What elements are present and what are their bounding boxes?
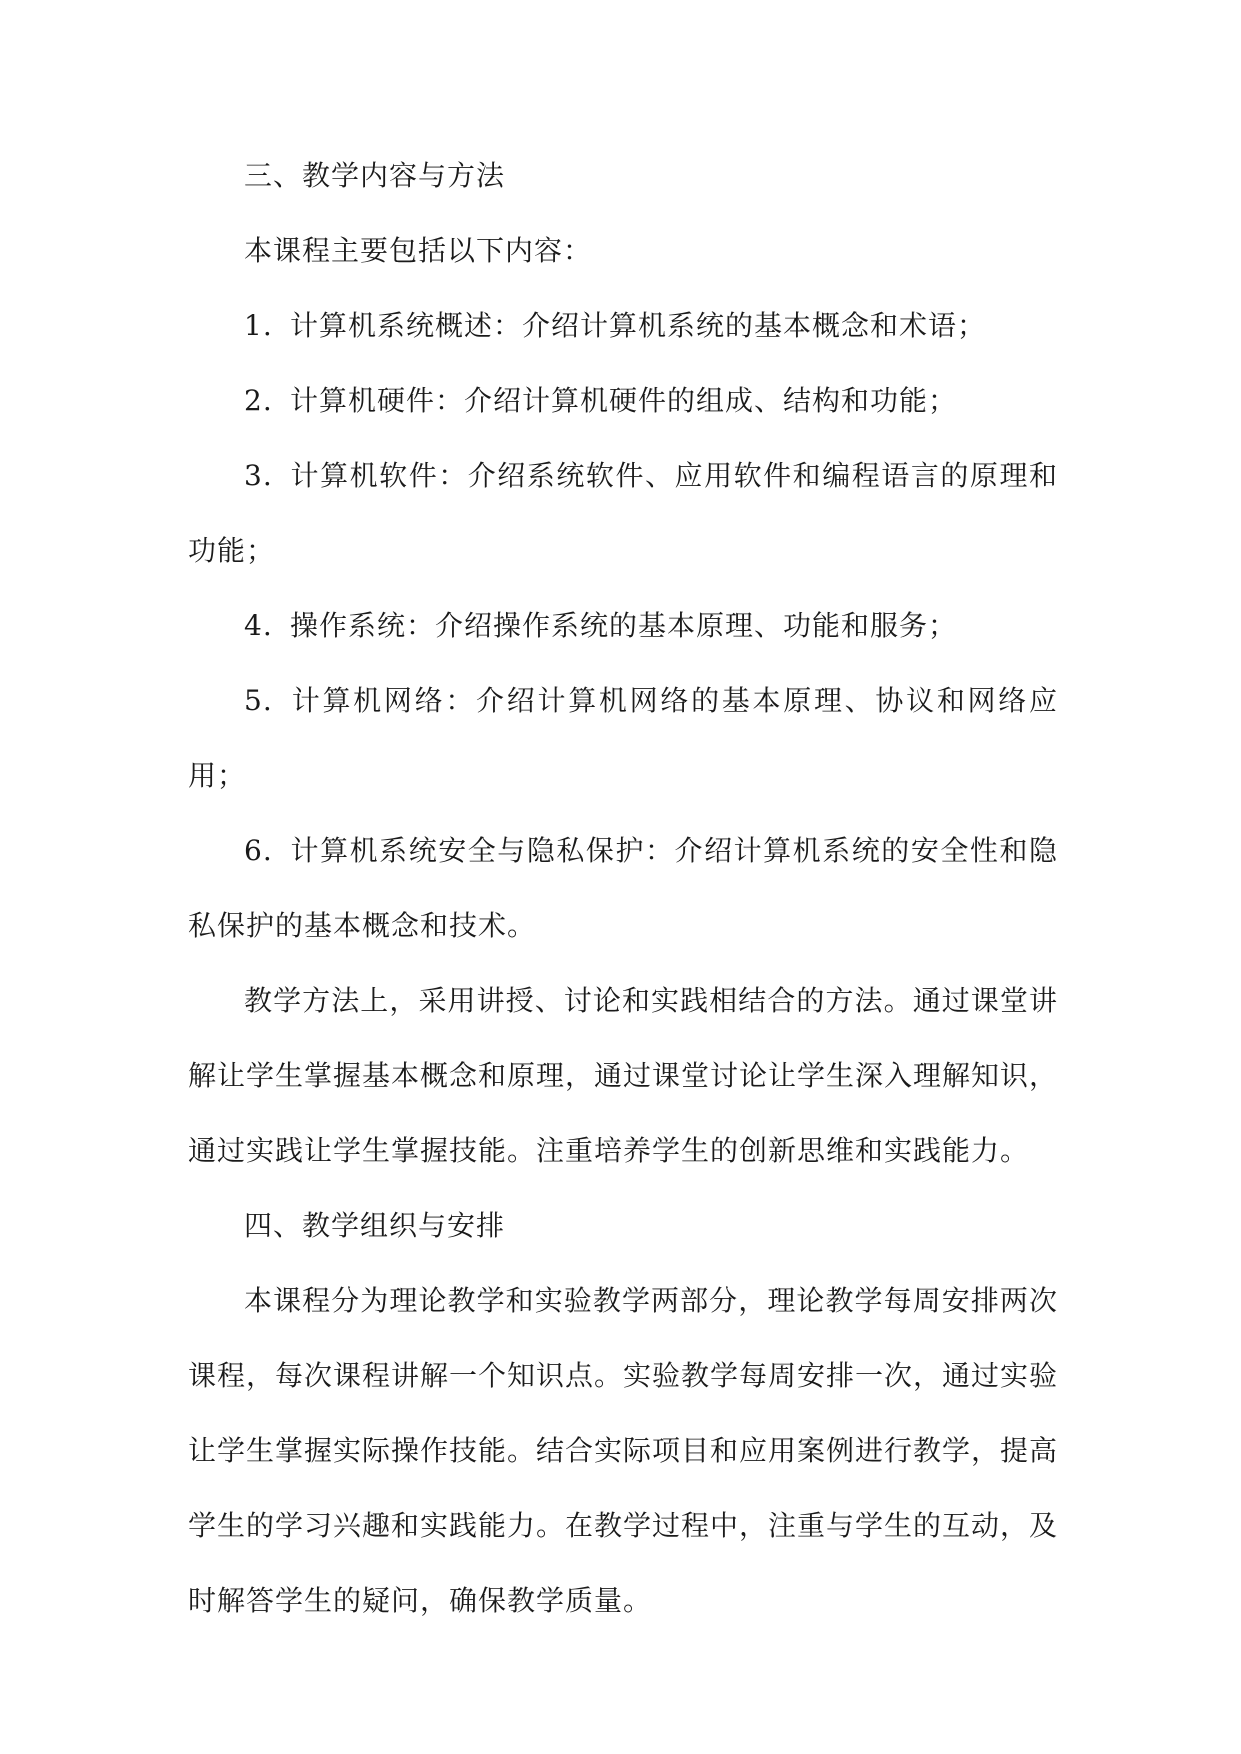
intro-paragraph: 本课程主要包括以下内容： xyxy=(244,234,593,267)
list-item-text: 操作系统：介绍操作系统的基本原理、功能和服务； xyxy=(290,609,958,642)
list-item xyxy=(188,363,1058,438)
methods-paragraph: 教学方法上，采用讲授、讨论和实践相结合的方法。通过课堂讲解让学生掌握基本概念和原理，通过课堂讨论让学生深入理解知识，通过实践让学生掌握技能。注重培养学生的创新思维和实践能力。 xyxy=(188,984,1059,1167)
list-item-number: 2. xyxy=(244,384,273,417)
arrangement-paragraph: 本课程分为理论教学和实验教学两部分，理论教学每周安排两次课程，每次课程讲解一个知识点。实验教学每周安排一次，通过实验让学生掌握实际操作技能。结合实际项目和应用案例进行教学，提高学生的学习兴趣和实践能力。在教学过程中，注重与学生的互动，及时解答学生的疑问，确保教学质量。 xyxy=(188,1284,1059,1617)
list-item-number: 4. xyxy=(244,609,273,642)
list-item-number: 5. xyxy=(244,684,273,717)
list-item xyxy=(188,438,1058,588)
section-heading-4: 四、教学组织与安排 xyxy=(244,1209,506,1242)
list-item xyxy=(188,663,1058,813)
document-body xyxy=(188,138,1058,1638)
list-item-number: 3. xyxy=(244,459,273,492)
section-heading-3: 三、教学内容与方法 xyxy=(244,159,506,192)
list-item xyxy=(188,813,1058,963)
list-item-text: 计算机软件：介绍系统软件、应用软件和编程语言的原理和功能； xyxy=(188,459,1058,567)
list-item-number: 6. xyxy=(244,834,273,867)
list-item-number: 1. xyxy=(244,309,273,342)
list-item-text: 计算机系统安全与隐私保护：介绍计算机系统的安全性和隐私保护的基本概念和技术。 xyxy=(188,834,1058,942)
list-item-text: 计算机硬件：介绍计算机硬件的组成、结构和功能； xyxy=(290,384,958,417)
list-item xyxy=(188,288,1058,363)
list-item xyxy=(188,588,1058,663)
list-item-text: 计算机系统概述：介绍计算机系统的基本概念和术语； xyxy=(290,309,987,342)
list-item-text: 计算机网络：介绍计算机网络的基本原理、协议和网络应用； xyxy=(188,684,1058,792)
